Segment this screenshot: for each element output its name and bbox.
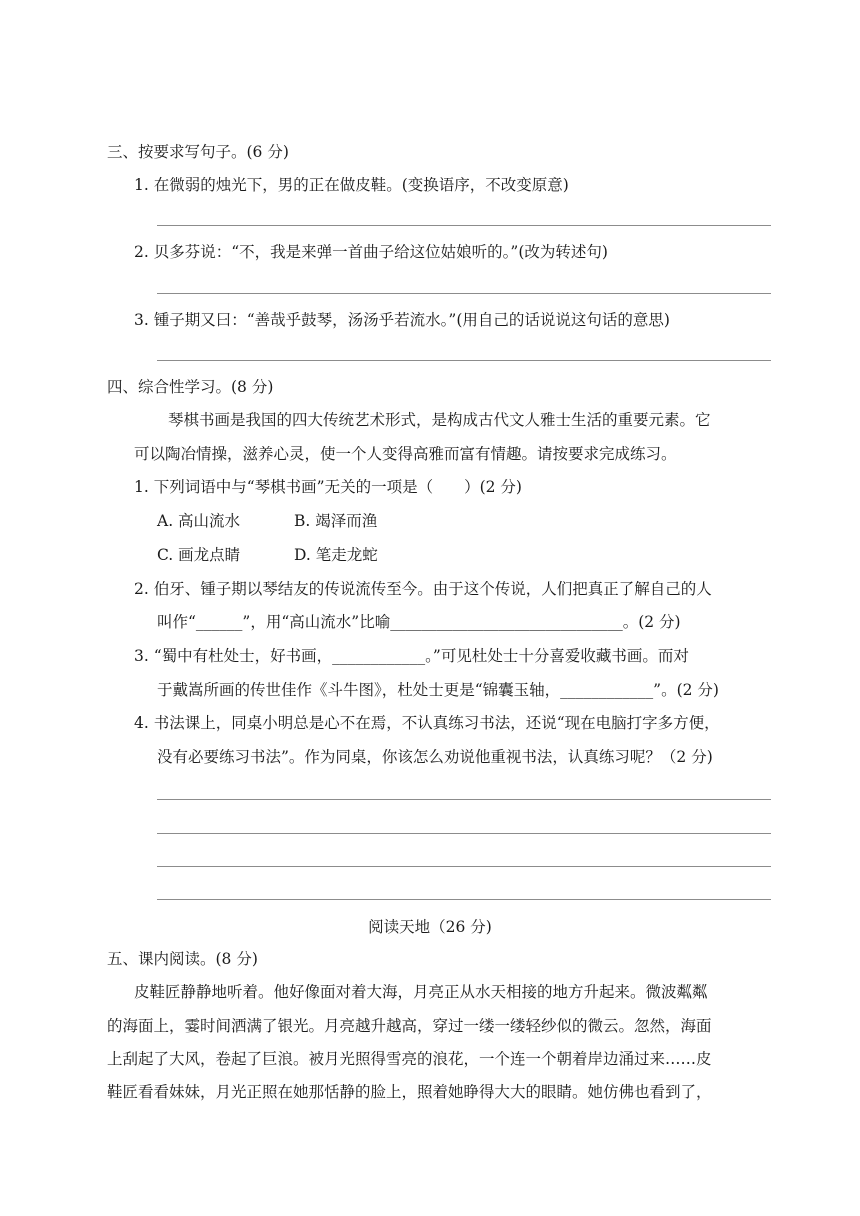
option-d: D. 笔走龙蛇 — [294, 546, 378, 564]
answer-line[interactable] — [157, 833, 771, 834]
answer-line[interactable] — [157, 225, 771, 226]
section4-heading: 四、综合性学习。(8 分) — [107, 378, 274, 396]
answer-line[interactable] — [157, 866, 771, 867]
section4-intro-line: 琴棋书画是我国的四大传统艺术形式，是构成古代文人雅士生活的重要元素。它 — [168, 411, 711, 429]
section4-question-2: 2. 伯牙、锺子期以琴结友的传说流传至今。由于这个传说，人们把真正了解自己的人 — [134, 580, 712, 598]
section3-question-3: 3. 锺子期又曰：“善哉乎鼓琴，汤汤乎若流水。”(用自己的话说说这句话的意思) — [134, 311, 670, 329]
section4-question-4: 4. 书法课上，同桌小明总是心不在焉，不认真练习书法，还说“现在电脑打字多方便， — [134, 714, 720, 732]
section3-heading: 三、按要求写句子。(6 分) — [107, 143, 289, 161]
section5-heading: 五、课内阅读。(8 分) — [107, 950, 258, 968]
section4-question-4-cont: 没有必要练习书法”。作为同桌，你该怎么劝说他重视书法，认真练习呢？（2 分) — [157, 748, 713, 766]
section4-intro-line: 可以陶冶情操，滋养心灵，使一个人变得高雅而富有情趣。请按要求完成练习。 — [134, 445, 677, 463]
answer-line[interactable] — [157, 360, 771, 361]
option-c: C. 画龙点睛 — [157, 546, 241, 564]
passage-line: 的海面上，霎时间洒满了银光。月亮越升越高，穿过一缕一缕轻纱似的微云。忽然，海面 — [107, 1017, 712, 1035]
section4-question-1: 1. 下列词语中与“琴棋书画”无关的一项是（ ）(2 分) — [134, 478, 522, 496]
section4-question-2-cont: 叫作“______”，用“高山流水”比喻______________________________。(2 分) — [157, 613, 681, 631]
answer-line[interactable] — [157, 293, 771, 294]
answer-line[interactable] — [157, 899, 771, 900]
reading-section-title: 阅读天地（26 分) — [368, 918, 492, 936]
answer-line[interactable] — [157, 799, 771, 800]
passage-line: 皮鞋匠静静地听着。他好像面对着大海，月亮正从水天相接的地方升起来。微波粼粼 — [134, 983, 708, 1001]
section3-question-2: 2. 贝多芬说：“不，我是来弹一首曲子给这位姑娘听的。”(改为转述句) — [134, 243, 608, 261]
section4-question-3-cont: 于戴嵩所画的传世佳作《斗牛图》，杜处士更是“锦囊玉轴，____________”。(2 分) — [157, 681, 719, 699]
passage-line: 上刮起了大风，卷起了巨浪。被月光照得雪亮的浪花，一个连一个朝着岸边涌过来……皮 — [107, 1050, 712, 1068]
option-a: A. 高山流水 — [157, 512, 241, 530]
section3-question-1: 1. 在微弱的烛光下，男的正在做皮鞋。(变换语序，不改变原意) — [134, 176, 569, 194]
option-b: B. 竭泽而渔 — [294, 512, 378, 530]
section4-question-3: 3. “蜀中有杜处士，好书画，____________。”可见杜处士十分喜爱收藏书画。而对 — [134, 647, 689, 665]
passage-line: 鞋匠看看妹妹，月光正照在她那恬静的脸上，照着她睁得大大的眼睛。她仿佛也看到了， — [107, 1083, 712, 1101]
